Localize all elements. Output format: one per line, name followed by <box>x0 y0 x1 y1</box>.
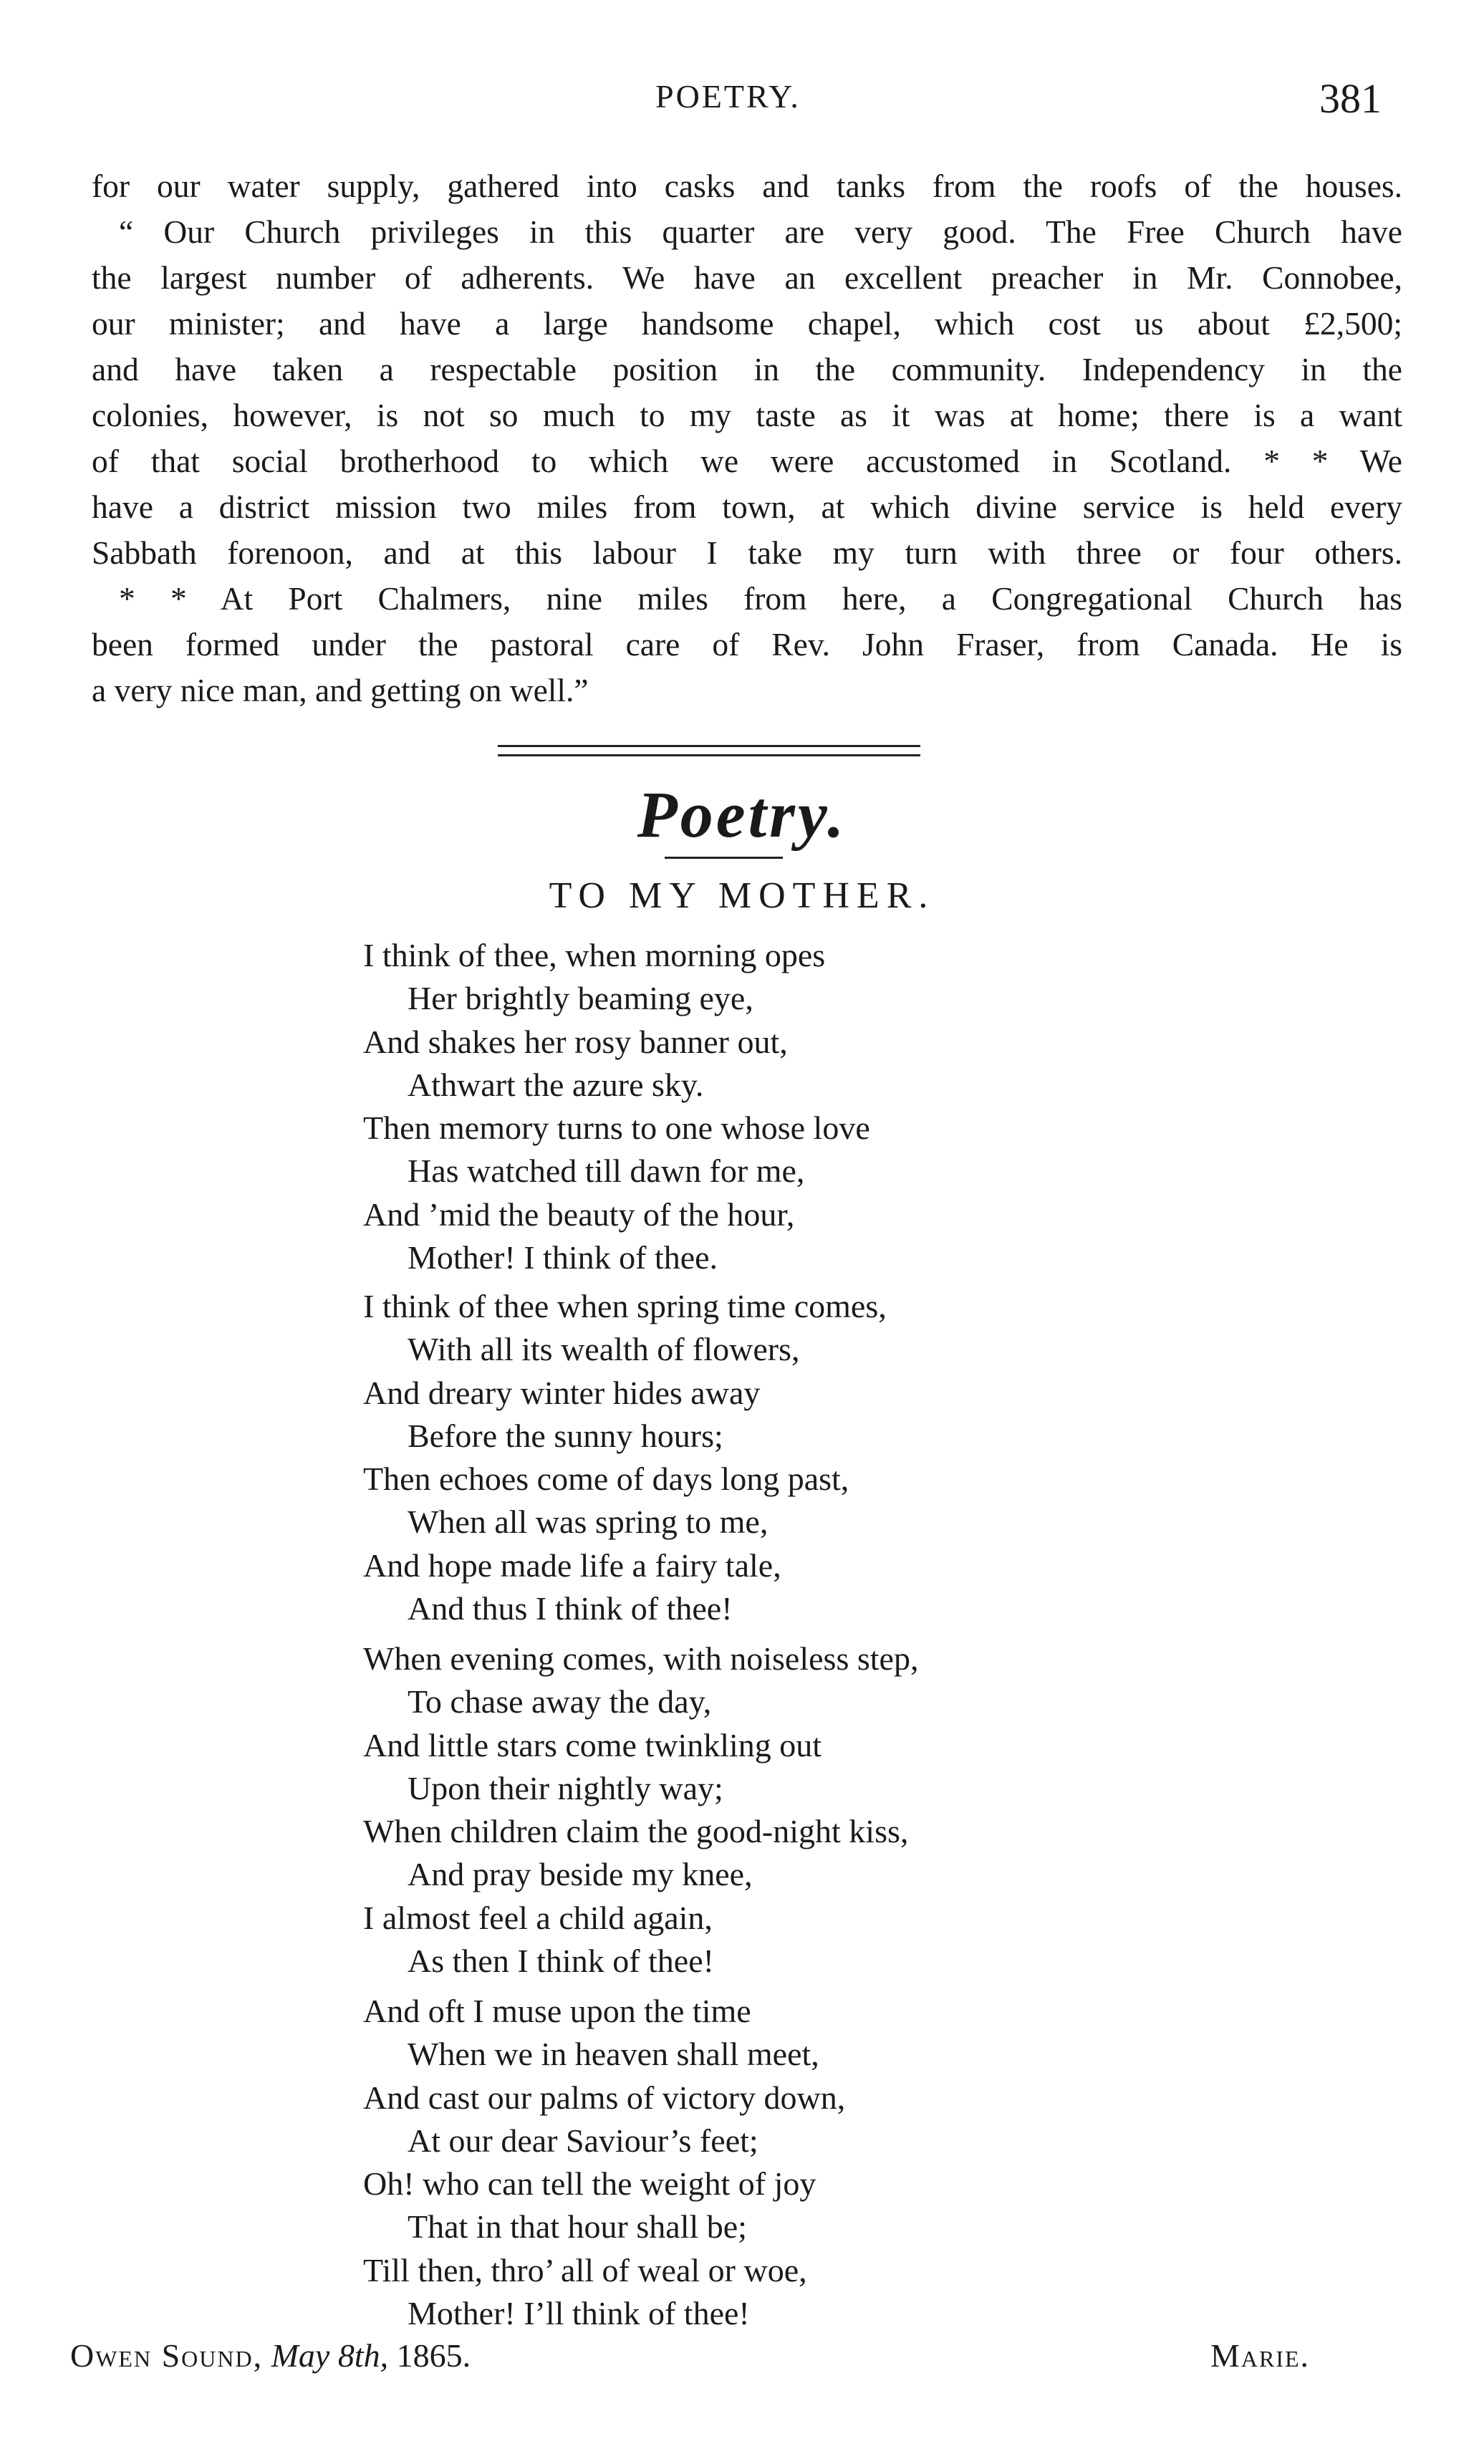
stanza-3 <box>363 1637 1223 1983</box>
prose-line: and have taken a respectable position in the community. Independency in the <box>92 351 1402 388</box>
stanza-2 <box>363 1285 1223 1630</box>
signature-row <box>0 2337 1484 2387</box>
verse-line: With all its wealth of flowers, <box>408 1331 800 1368</box>
verse-line: Then memory turns to one whose love <box>363 1110 870 1147</box>
running-title: POETRY. <box>655 78 801 115</box>
heading-rule <box>665 857 783 859</box>
prose-line: for our water supply, gathered into casks and tanks from the roofs of the houses. <box>92 168 1402 204</box>
verse-line: Her brightly beaming eye, <box>408 980 753 1017</box>
verse-line: Oh! who can tell the weight of joy <box>363 2165 816 2203</box>
letter-excerpt <box>92 163 1402 713</box>
poem-author: Marie. <box>1210 2337 1311 2374</box>
verse-line: When all was spring to me, <box>408 1503 768 1541</box>
verse-line: I think of thee, when morning opes <box>363 937 826 973</box>
verse-line: As then I think of thee! <box>408 1943 714 1980</box>
prose-line: * * At Port Chalmers, nine miles from here, a Congregational Church has <box>119 580 1402 617</box>
verse-line: Athwart the azure sky. <box>408 1066 704 1103</box>
prose-line: been formed under the pastoral care of Rev. John Fraser, from Canada. He is <box>92 626 1402 663</box>
section-divider <box>498 745 920 756</box>
verse-line: And oft I muse upon the time <box>363 1993 751 2029</box>
poem-title: TO MY MOTHER. <box>549 875 935 916</box>
verse-line: And pray beside my knee, <box>408 1856 753 1893</box>
verse-line: When evening comes, with noiseless step, <box>363 1640 919 1677</box>
verse-line: And dreary winter hides away <box>363 1374 761 1411</box>
verse-line: Mother! I think of thee. <box>408 1239 718 1276</box>
prose-line: have a district mission two miles from town, at which divine service is held every <box>92 489 1402 525</box>
verse-line: And ’mid the beauty of the hour, <box>363 1195 795 1233</box>
prose-line: of that social brotherhood to which we were accustomed in Scotland. * * We <box>92 443 1402 479</box>
dateline-date: May 8th, <box>271 2337 389 2374</box>
page-number: 381 <box>1319 75 1382 122</box>
verse-line: Till then, thro’ all of weal or woe, <box>363 2251 807 2289</box>
prose-line: the largest number of adherents. We have an excellent preacher in Mr. Connobee, <box>92 259 1402 296</box>
stanza-4 <box>363 1990 1223 2335</box>
verse-line: And hope made life a fairy tale, <box>363 1546 781 1584</box>
stanza-1 <box>363 934 1223 1279</box>
verse-line: And cast our palms of victory down, <box>363 2079 846 2116</box>
verse-line: And thus I think of thee! <box>408 1590 733 1627</box>
verse-line: Upon their nightly way; <box>408 1769 723 1806</box>
prose-line: “ Our Church privileges in this quarter are very good. The Free Church have <box>119 213 1402 250</box>
verse-line: Has watched till dawn for me, <box>408 1152 805 1190</box>
verse-line: I almost feel a child again, <box>363 1899 713 1936</box>
verse-line: To chase away the day, <box>408 1683 712 1721</box>
verse-line: I think of thee when spring time comes, <box>363 1288 887 1324</box>
verse-line: And little stars come twinkling out <box>363 1726 822 1763</box>
verse-line: Mother! I’ll think of thee! <box>408 2295 750 2332</box>
verse-line: When children claim the good-night kiss, <box>363 1813 909 1850</box>
section-heading: Poetry. <box>637 778 847 851</box>
verse-line: Then echoes come of days long past, <box>363 1460 849 1498</box>
verse-line: That in that hour shall be; <box>408 2208 747 2246</box>
dateline <box>70 2337 471 2374</box>
prose-line: colonies, however, is not so much to my taste as it was at home; there is a want <box>92 397 1402 433</box>
verse-line: And shakes her rosy banner out, <box>363 1023 788 1060</box>
prose-line: our minister; and have a large handsome chapel, which cost us about £2,500; <box>92 305 1402 342</box>
prose-line: a very nice man, and getting on well.” <box>92 672 589 708</box>
verse-line: At our dear Saviour’s feet; <box>408 2122 758 2159</box>
verse-line: When we in heaven shall meet, <box>408 2036 819 2073</box>
running-head <box>0 77 1484 127</box>
dateline-place: Owen Sound, <box>70 2337 264 2374</box>
prose-line: Sabbath forenoon, and at this labour I take my turn with three or four others. <box>92 534 1402 571</box>
dateline-year: 1865. <box>396 2337 471 2374</box>
verse-line: Before the sunny hours; <box>408 1417 723 1454</box>
